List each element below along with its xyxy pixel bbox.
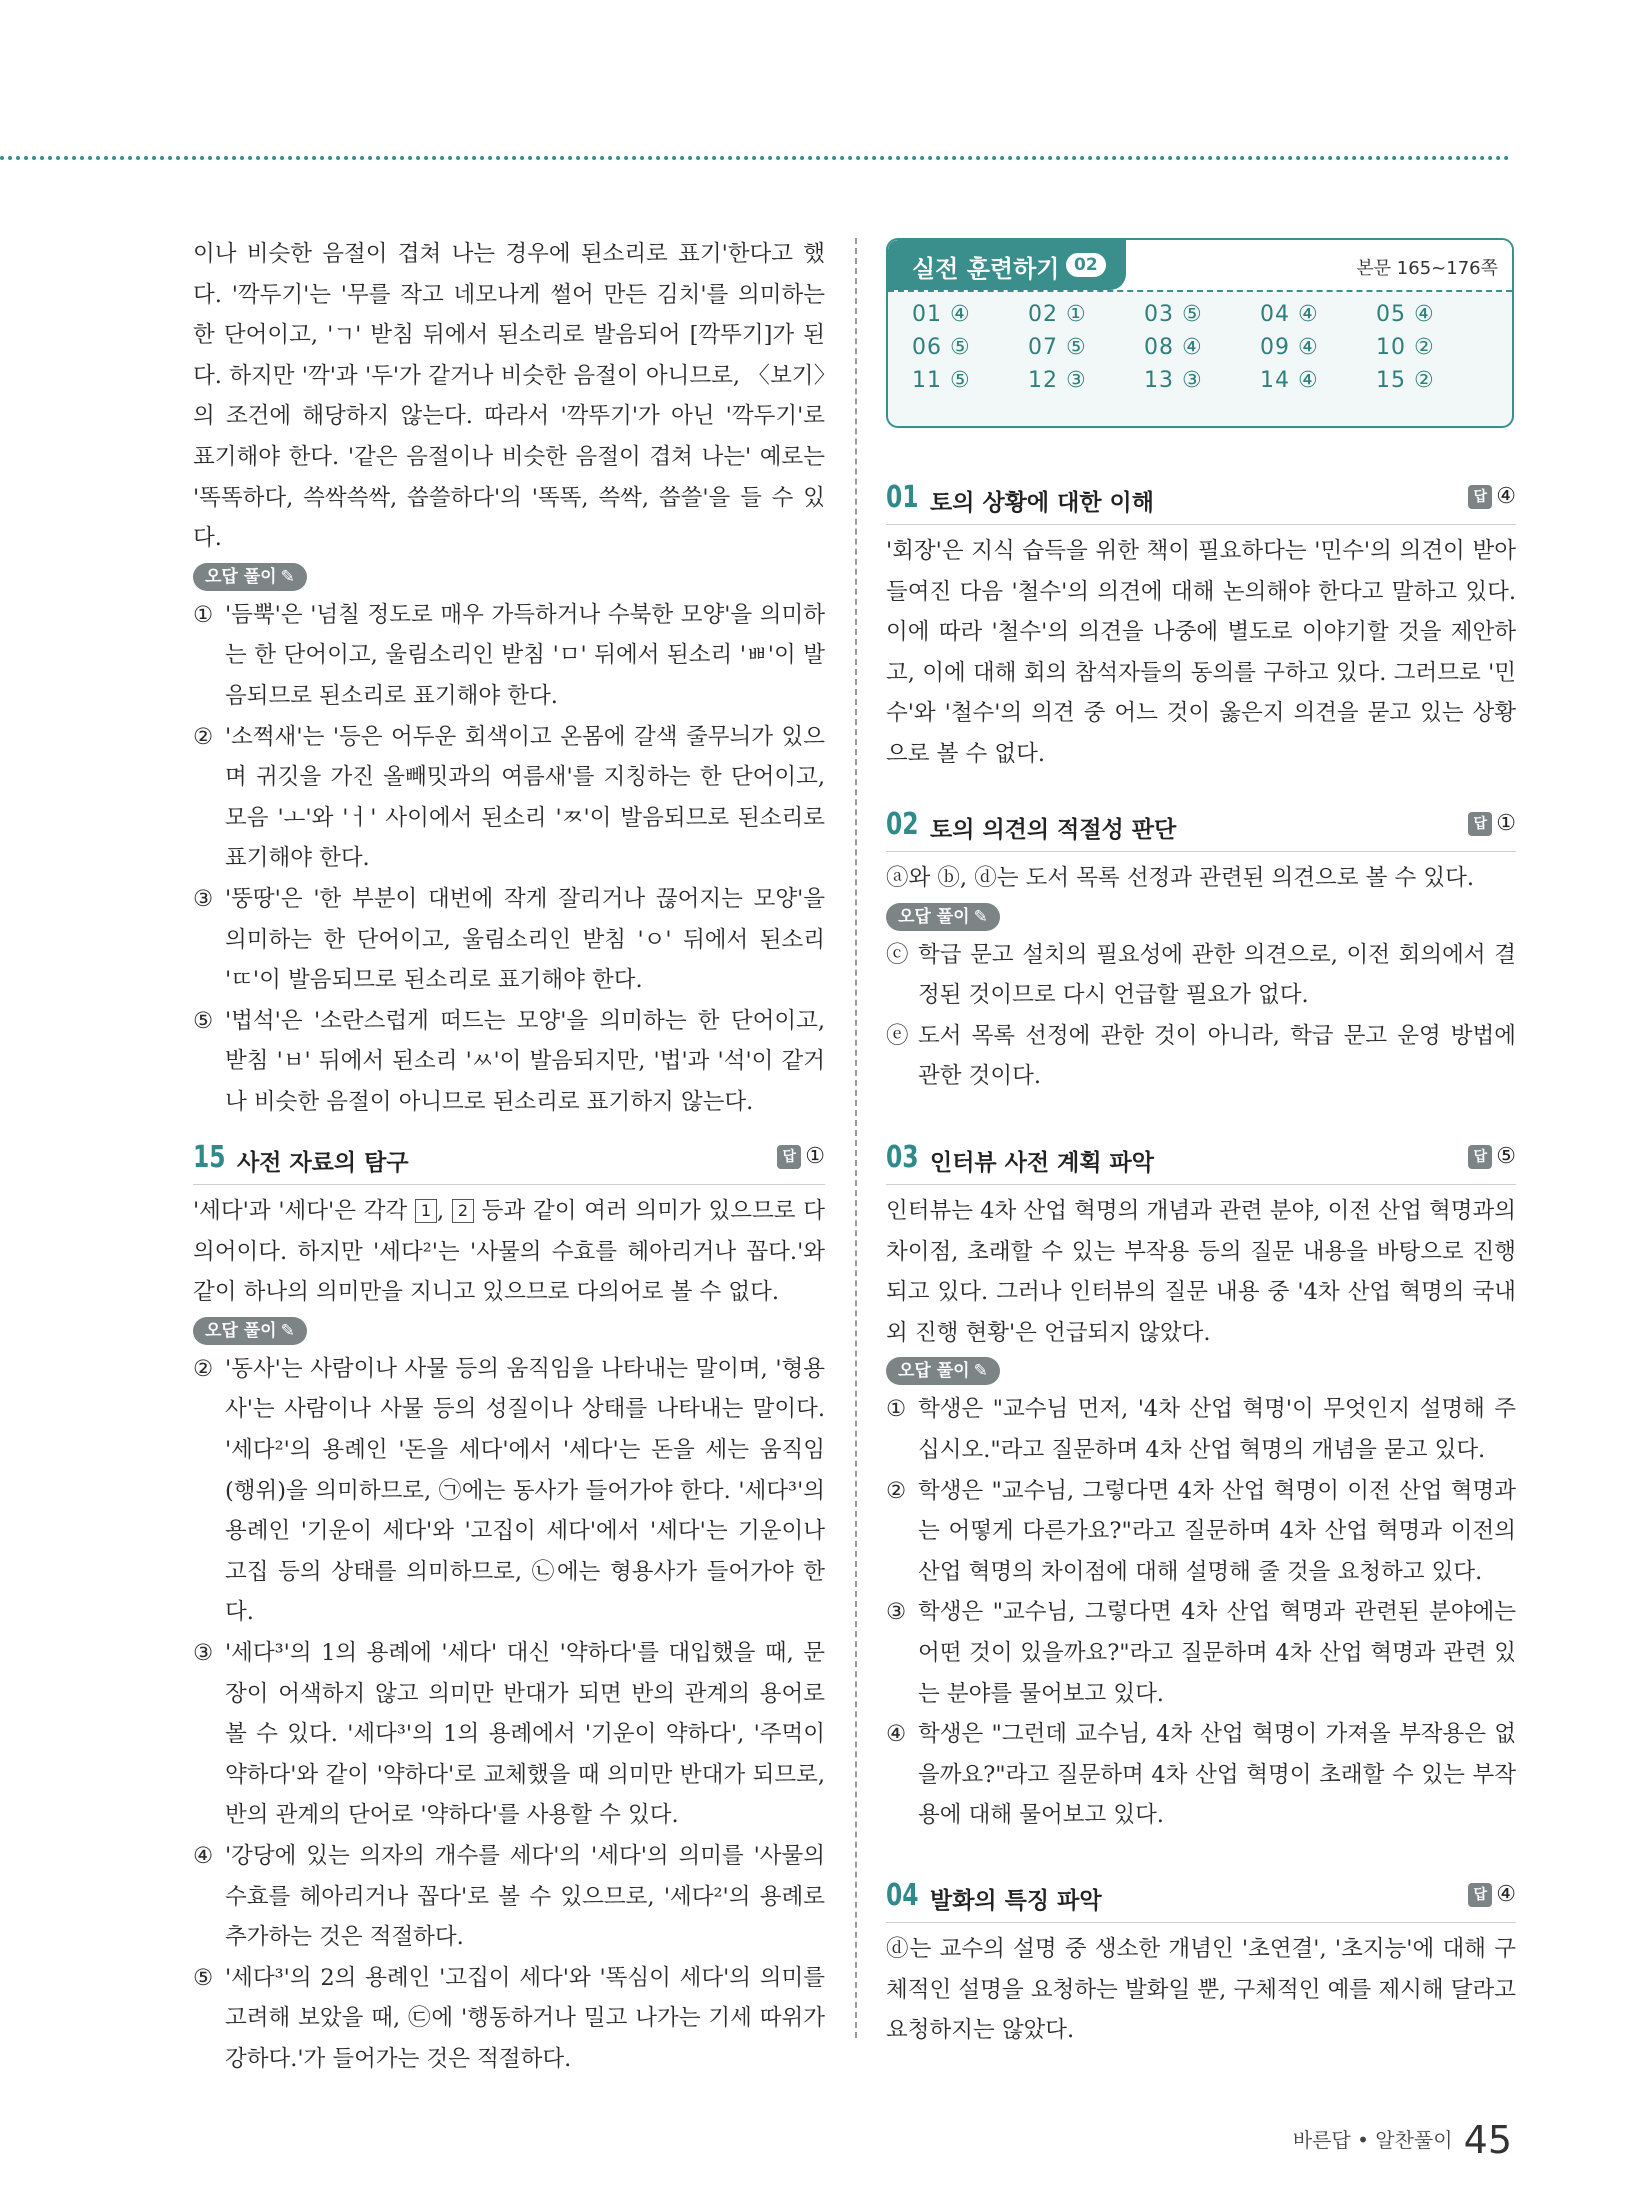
- practice-pages: 본문 165~176쪽: [1356, 258, 1498, 279]
- footer-label: 바른답 • 알찬풀이: [1292, 2128, 1453, 2152]
- answer-tag: 답: [1468, 1883, 1492, 1907]
- section-number: 04: [886, 1878, 919, 1913]
- section-title: 사전 자료의 탐구: [237, 1150, 409, 1176]
- section-body: '세다'과 '세다'은 각각 1 , 2 등과 같이 여러 의미가 있으므로 다의어이다. 하지만 '세다²'는 '사물의 수효를 헤아리거나 꼽다.'와 같이 하나의 의미만을 지니고 있으므로 다의어로 볼 수 없다.: [193, 1198, 825, 1306]
- section-15: [193, 1138, 825, 2079]
- wrong-item: ② 학생은 "교수님, 그렇다면 4차 산업 혁명이 이전 산업 혁명과는 어떻게 다른가요?"라고 질문하며 4차 산업 혁명과 이전의 산업 혁명의 차이점에 대해 설명해 줄 것을 요청하고 있다.: [886, 1477, 1516, 1585]
- section-02: [886, 805, 1516, 1097]
- answer-cell: 01 ④: [912, 302, 971, 327]
- wrong-item: ⓔ 도서 목록 선정에 관한 것이 아니라, 학급 문고 운영 방법에 관한 것이다.: [886, 1022, 1516, 1090]
- intro-paragraph: 이나 비슷한 음절이 겹쳐 나는 경우에 된소리로 표기'한다고 했다. '깍두기'는 '무를 작고 네모나게 썰어 만든 김치'를 의미하는 한 단어이고, 'ㄱ' 받침 뒤에서 된소리로 발음되어 [깍뚜기]가 된다. 하지만 '깍'과 '두'가 같거나 비슷한 음절이 아니므로, 〈보기〉의 조건에 해당하지 않는다. 따라서 '깍뚜기'가 아닌 '깍두기'로 표기해야 한다. '같은 음절이나 비슷한 음절이 겹쳐 나는' 예로는 '똑똑하다, 쓱싹쓱싹, 씁쓸하다'의 '똑똑, 쓱싹, 씁쓸'을 들 수 있다.: [193, 241, 825, 552]
- section-header: [886, 1138, 1516, 1185]
- wrong-item: ④ 학생은 "그런데 교수님, 4차 산업 혁명이 가져올 부작용은 없을까요?"라고 질문하며 4차 산업 혁명이 초래할 수 있는 부작용에 대해 물어보고 있다.: [886, 1721, 1516, 1829]
- section-answer: 답 ④: [1468, 1882, 1516, 1907]
- section-answer: 답 ⑤: [1468, 1144, 1516, 1169]
- answer-cell: 05 ④: [1376, 302, 1435, 327]
- section-header: [886, 805, 1516, 852]
- answer-cell: 07 ⑤: [1028, 335, 1087, 360]
- answer-cell: 09 ④: [1260, 335, 1319, 360]
- page-footer: [1293, 2118, 1512, 2162]
- wrong-answer-badge: 오답 풀이 ✎: [886, 903, 1000, 931]
- answer-tag: 답: [777, 1145, 801, 1169]
- column-divider: [855, 238, 857, 2038]
- section-header: [886, 478, 1516, 525]
- pencil-icon: ✎: [973, 1361, 988, 1382]
- section-answer: 답 ④: [1468, 484, 1516, 509]
- answer-grid: [912, 302, 1492, 393]
- answer-cell: 06 ⑤: [912, 335, 971, 360]
- answer-tag: 답: [1468, 812, 1492, 836]
- wrong-item: ② '동사'는 사람이나 사물 등의 움직임을 나타내는 말이며, '형용사'는 사람이나 사물 등의 성질이나 상태를 나타내는 말이다. '세다²'의 용례인 '돈을 세다'에서 '세다'는 돈을 세는 움직임(행위)을 의미하므로, ㉠에는 동사가 들어가야 한다. '세다³'의 용례인 '기운이 세다'와 '고집이 세다'에서 '세다'는 기운이나 고집 등의 상태를 의미하므로, ㉡에는 형용사가 들어가야 한다.: [193, 1355, 825, 1626]
- section-answer: 답 ①: [777, 1144, 825, 1169]
- answer-cell: 11 ⑤: [912, 368, 971, 393]
- section-01: [886, 478, 1516, 775]
- answer-cell: 12 ③: [1028, 368, 1087, 393]
- boxed-number: 1: [415, 1199, 437, 1223]
- section-body: 인터뷰는 4차 산업 혁명의 개념과 관련 분야, 이전 산업 혁명과의 차이점, 초래할 수 있는 부작용 등의 질문 내용을 바탕으로 진행되고 있다. 그러나 인터뷰의 질문 내용 중 '4차 산업 혁명의 국내외 진행 현황'은 언급되지 않았다.: [886, 1198, 1516, 1346]
- section-body: ⓐ와 ⓑ, ⓓ는 도서 목록 선정과 관련된 의견으로 볼 수 있다.: [886, 865, 1475, 891]
- page-number: 45: [1463, 2118, 1512, 2162]
- section-number: 01: [886, 480, 919, 515]
- practice-badge: 02: [1066, 253, 1106, 277]
- wrong-answer-badge: 오답 풀이 ✎: [193, 1317, 307, 1345]
- answer-cell: 13 ③: [1144, 368, 1203, 393]
- section-04: [886, 1876, 1516, 2051]
- wrong-item: ⑤ '법석'은 '소란스럽게 떠드는 모양'을 의미하는 한 단어이고, 받침 'ㅂ' 뒤에서 된소리 'ㅆ'이 발음되지만, '법'과 '석'이 같거나 비슷한 음절이 아니므로 된소리로 표기하지 않는다.: [193, 1007, 825, 1115]
- practice-answer-box: [886, 238, 1514, 428]
- section-body: '회장'은 지식 습득을 위한 책이 필요하다는 '민수'의 의견이 받아들여진 다음 '철수'의 의견에 대해 논의해야 한다고 말하고 있다. 이에 따라 '철수'의 의견을 나중에 별도로 이야기할 것을 제안하고, 이에 대해 회의 참석자들의 동의를 구하고 있다. 그러므로 '민수'와 '철수'의 의견 중 어느 것이 옳은지 의견을 묻고 있는 상황으로 볼 수 없다.: [886, 538, 1516, 767]
- wrong-item: ② '소쩍새'는 '등은 어두운 회색이고 온몸에 갈색 줄무늬가 있으며 귀깃을 가진 올빼밋과의 여름새'를 지칭하는 한 단어이고, 모음 'ㅗ'와 'ㅓ' 사이에서 된소리 'ㅉ'이 발음되므로 된소리로 표기해야 한다.: [193, 723, 825, 872]
- section-answer: 답 ①: [1468, 811, 1516, 836]
- section-number: 15: [193, 1140, 226, 1175]
- answer-cell: 14 ④: [1260, 368, 1319, 393]
- section-title: 토의 상황에 대한 이해: [930, 490, 1154, 516]
- wrong-item: ③ '세다³'의 1의 용례에 '세다' 대신 '약하다'를 대입했을 때, 문장이 어색하지 않고 의미만 반대가 되면 반의 관계의 용어로 볼 수 있다. '세다³'의 1의 용례에서 '기운이 약하다', '주먹이 약하다'와 같이 '약하다'로 교체했을 때 의미만 반대가 되므로, 반의 관계의 단어로 '약하다'를 사용할 수 있다.: [193, 1639, 825, 1829]
- boxed-number: 2: [452, 1199, 474, 1223]
- section-title: 인터뷰 사전 계획 파악: [930, 1150, 1154, 1176]
- practice-tab: [888, 240, 1126, 290]
- answer-tag: 답: [1468, 1145, 1492, 1169]
- top-dotted-rule: [0, 156, 1510, 160]
- answer-cell: 15 ②: [1376, 368, 1435, 393]
- wrong-item: ⑤ '세다³'의 2의 용례인 '고집이 세다'와 '똑심이 세다'의 의미를 고려해 보았을 때, ㉢에 '행동하거나 밀고 나가는 기세 따위가 강하다.'가 들어가는 것은 적절하다.: [193, 1964, 825, 2072]
- section-number: 03: [886, 1140, 919, 1175]
- wrong-item: ① '듬뿍'은 '넘칠 정도로 매우 가득하거나 수북한 모양'을 의미하는 한 단어이고, 울림소리인 받침 'ㅁ' 뒤에서 된소리 'ㅃ'이 발음되므로 된소리로 표기해야 한다.: [193, 601, 825, 709]
- answer-cell: 10 ②: [1376, 335, 1435, 360]
- section-title: 발화의 특징 파악: [930, 1888, 1102, 1914]
- section-body: ⓓ는 교수의 설명 중 생소한 개념인 '초연결', '초지능'에 대해 구체적인 설명을 요청하는 발화일 뿐, 구체적인 예를 제시해 달라고 요청하지는 않았다.: [886, 1936, 1516, 2044]
- wrong-item: ⓒ 학급 문고 설치의 필요성에 관한 의견으로, 이전 회의에서 결정된 것이므로 다시 언급할 필요가 없다.: [886, 941, 1516, 1009]
- practice-header: [888, 240, 1512, 292]
- wrong-answer-badge: 오답 풀이 ✎: [193, 563, 307, 591]
- practice-title: 실전 훈련하기: [912, 255, 1060, 283]
- wrong-item: ③ '뚱땅'은 '한 부분이 대번에 작게 잘리거나 끊어지는 모양'을 의미하는 한 단어이고, 울림소리인 받침 'ㅇ' 뒤에서 된소리 'ㄸ'이 발음되므로 된소리로 표기해야 한다.: [193, 885, 825, 994]
- section-number: 02: [886, 807, 919, 842]
- answer-cell: 03 ⑤: [1144, 302, 1203, 327]
- wrong-answer-badge: 오답 풀이 ✎: [886, 1357, 1000, 1385]
- intro-block: [193, 234, 825, 1122]
- wrong-item: ③ 학생은 "교수님, 그렇다면 4차 산업 혁명과 관련된 분야에는 어떤 것이 있을까요?"라고 질문하며 4차 산업 혁명과 관련 있는 분야를 물어보고 있다.: [886, 1599, 1516, 1707]
- answer-cell: 04 ④: [1260, 302, 1319, 327]
- wrong-item: ① 학생은 "교수님 먼저, '4차 산업 혁명'이 무엇인지 설명해 주십시오."라고 질문하며 4차 산업 혁명의 개념을 묻고 있다.: [886, 1396, 1516, 1463]
- pencil-icon: ✎: [973, 906, 988, 927]
- section-03: [886, 1138, 1516, 1836]
- section-header: [886, 1876, 1516, 1923]
- pencil-icon: ✎: [280, 1320, 295, 1341]
- answer-cell: 08 ④: [1144, 335, 1203, 360]
- pencil-icon: ✎: [280, 566, 295, 587]
- section-title: 토의 의견의 적절성 판단: [930, 817, 1177, 843]
- section-header: [193, 1138, 825, 1185]
- answer-cell: 02 ①: [1028, 302, 1087, 327]
- answer-tag: 답: [1468, 485, 1492, 509]
- wrong-item: ④ '강당에 있는 의자의 개수를 세다'의 '세다'의 의미를 '사물의 수효를 헤아리거나 꼽다'로 볼 수 있으므로, '세다²'의 용례로 추가하는 것은 적절하다.: [193, 1842, 825, 1951]
